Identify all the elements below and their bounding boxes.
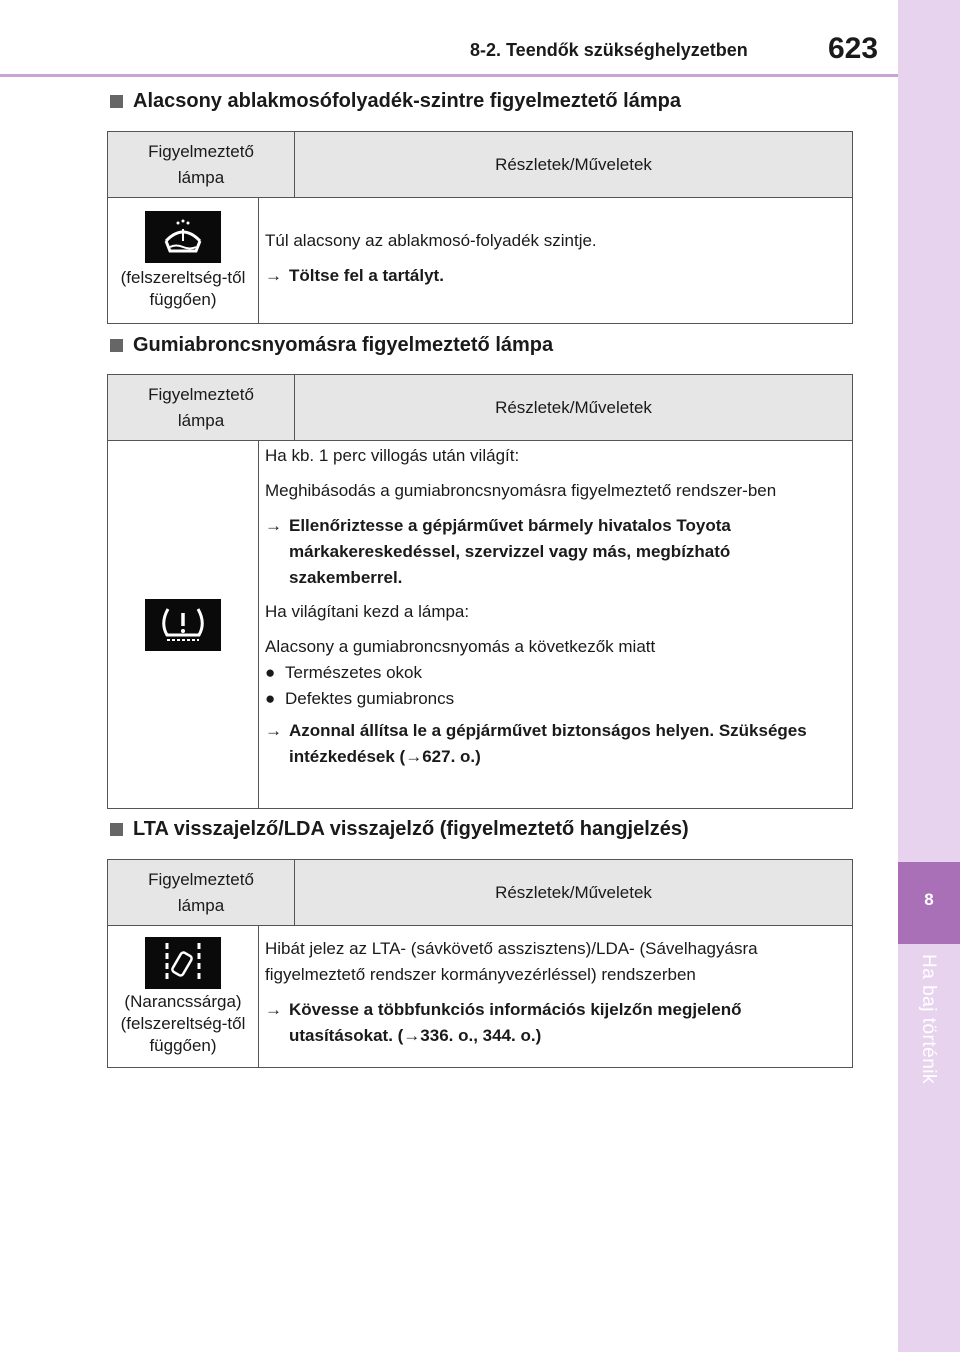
- detail-text: Hibát jelez az LTA- (sávkövető asszisztens)/LDA- (Sávelhagyásra figyelmeztető rendszer kormányvezérléssel) rendszerben: [265, 939, 758, 984]
- bullet-icon: ●: [265, 689, 276, 708]
- table-header-col2: Részletek/Műveletek: [495, 154, 652, 174]
- lane-departure-icon: [145, 937, 221, 989]
- table-header-col2: Részletek/Műveletek: [495, 882, 652, 902]
- action-text: Azonnal állítsa le a gépjárművet biztonságos helyen. Szükséges intézkedések (→627. o.): [289, 721, 807, 766]
- icon-cell: [108, 198, 259, 323]
- details-cell: [259, 441, 852, 808]
- action-text: Töltse fel a tartályt.: [289, 266, 444, 285]
- table-row: [108, 441, 852, 808]
- list-item-text: Defektes gumiabroncs: [285, 689, 455, 708]
- icon-caption: (felszereltség-től függően): [120, 267, 246, 309]
- table-row: [108, 198, 852, 323]
- chapter-number: 8: [924, 890, 934, 909]
- heading-text: LTA visszajelző/LDA visszajelző (figyelmeztető hangjelzés): [133, 818, 689, 840]
- heading-square-icon: [110, 95, 123, 108]
- heading-square-icon: [110, 823, 123, 836]
- detail-text: Túl alacsony az ablakmosó-folyadék szintje.: [265, 231, 597, 250]
- condition-detail: Alacsony a gumiabroncsnyomás a következők miatt: [265, 637, 656, 656]
- details-cell: [259, 926, 852, 1067]
- header-divider: [0, 74, 898, 77]
- table-header-col2: Részletek/Műveletek: [495, 397, 652, 417]
- heading-text: Alacsony ablakmosófolyadék-szintre figyelmeztető lámpa: [133, 90, 681, 112]
- list-item: [265, 686, 844, 712]
- icon-caption: (felszereltség-től függően): [120, 1013, 246, 1055]
- chapter-label: Ha baj történik: [918, 954, 939, 1085]
- section-heading-lta: [110, 818, 689, 841]
- condition-detail: Meghibásodás a gumiabroncsnyomásra figyelmeztető rendszer-ben: [265, 481, 777, 500]
- list-item: [265, 660, 844, 686]
- page-number: 623: [828, 32, 879, 65]
- tire-warning-table: [107, 374, 853, 809]
- bullet-icon: ●: [265, 663, 276, 682]
- action-line: [265, 263, 844, 289]
- section-heading-tire: [110, 334, 553, 357]
- details-cell: [259, 198, 852, 323]
- action-text: Ellenőriztesse a gépjárművet bármely hivatalos Toyota márkakereskedéssel, szervizzel vagy más, megbízható szakemberrel.: [289, 516, 731, 587]
- section-heading-washer: [110, 90, 681, 113]
- chapter-side-strip: [898, 0, 960, 1352]
- heading-square-icon: [110, 339, 123, 352]
- tire-pressure-icon: [145, 599, 221, 651]
- action-line: [265, 997, 844, 1049]
- washer-warning-table: [107, 131, 853, 324]
- action-line: [265, 513, 844, 591]
- section-title: 8-2. Teendők szükséghelyzetben: [470, 40, 748, 60]
- icon-caption: (Narancssárga): [124, 991, 242, 1011]
- list-item-text: Természetes okok: [285, 663, 422, 682]
- condition-text: Ha kb. 1 perc villogás után világít:: [265, 446, 520, 465]
- arrow-icon: →: [265, 1000, 282, 1019]
- heading-text: Gumiabroncsnyomásra figyelmeztető lámpa: [133, 334, 554, 356]
- table-header-col1: Figyelmeztető lámpa: [108, 375, 295, 440]
- table-header-row: [108, 375, 852, 441]
- action-line: [265, 718, 844, 770]
- action-text: Kövesse a többfunkciós információs kijelzőn megjelenő utasításokat. (→336. o., 344. o.): [289, 1000, 742, 1045]
- lta-warning-table: [107, 859, 853, 1068]
- washer-fluid-icon: [145, 211, 221, 263]
- table-header-col1: Figyelmeztető lámpa: [108, 860, 295, 925]
- arrow-icon: →: [265, 516, 282, 535]
- icon-cell: [108, 441, 259, 808]
- table-header-col1: Figyelmeztető lámpa: [108, 132, 295, 197]
- condition-text: Ha világítani kezd a lámpa:: [265, 602, 470, 621]
- table-header-row: [108, 132, 852, 198]
- table-header-row: [108, 860, 852, 926]
- arrow-icon: →: [265, 721, 282, 740]
- chapter-label-wrap: [898, 944, 960, 1114]
- arrow-icon: →: [265, 266, 282, 285]
- table-row: [108, 926, 852, 1067]
- icon-cell: [108, 926, 259, 1067]
